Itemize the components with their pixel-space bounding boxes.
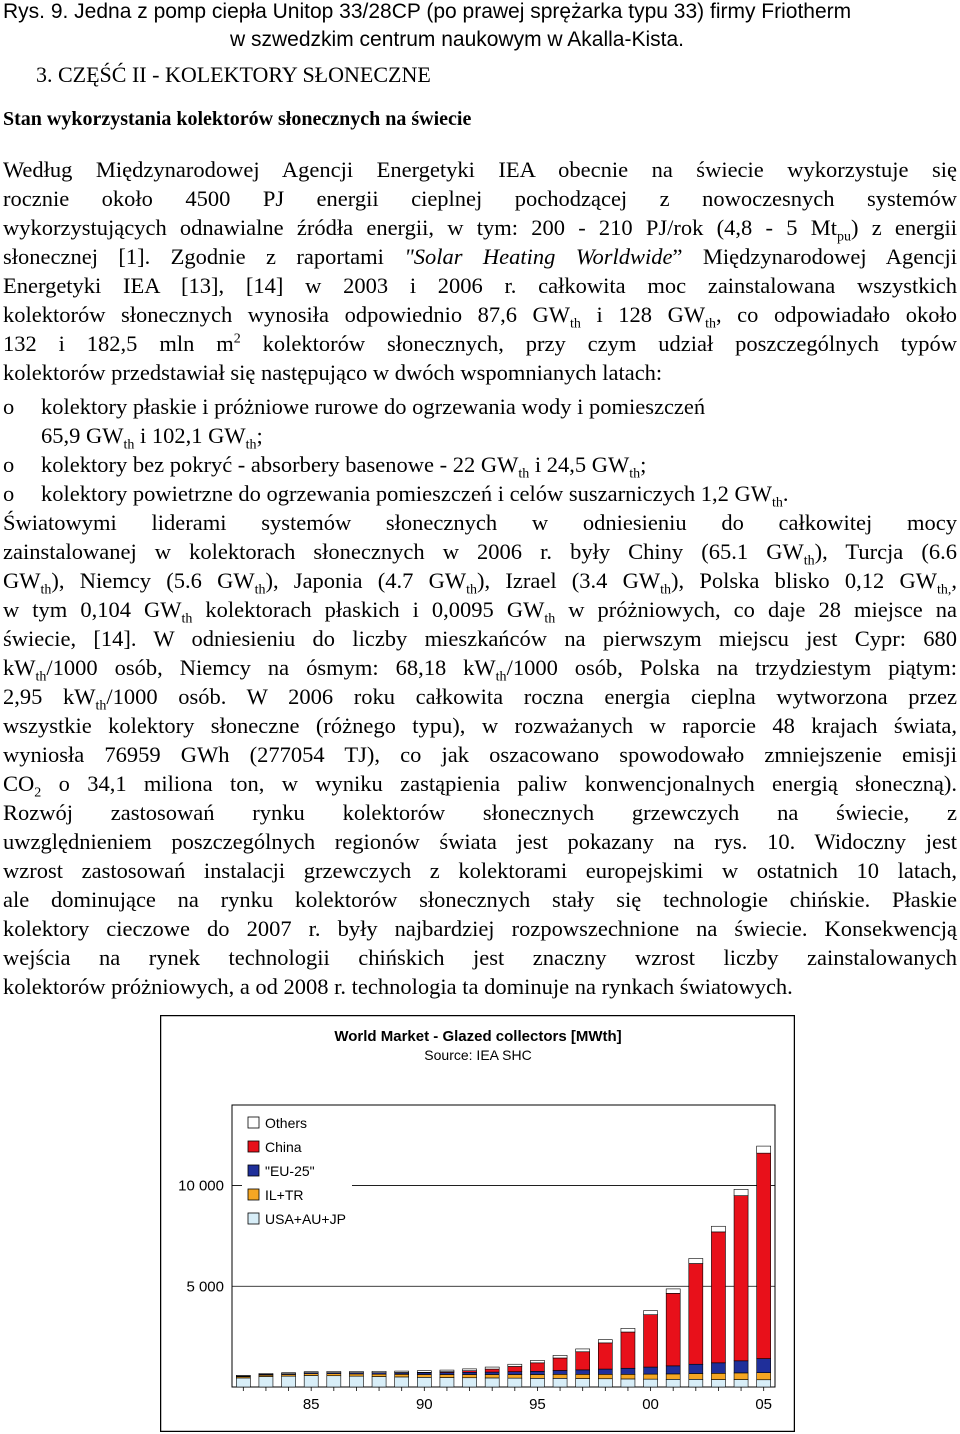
bar-segment	[621, 1374, 635, 1379]
bar-segment	[463, 1369, 477, 1371]
bar-segment	[372, 1377, 386, 1387]
bar-segment	[327, 1374, 341, 1376]
figure-caption-line2: w szwedzkim centrum naukowym w Akalla-Kista.	[230, 28, 684, 51]
bar-segment	[440, 1378, 454, 1387]
bar-segment	[282, 1373, 296, 1374]
legend-label: USA+AU+JP	[265, 1211, 346, 1227]
paragraph-line: wszystkie kolektory słoneczne (różnego typu), w rozważanych w raporcie 48 krajach świata,	[3, 713, 957, 738]
bar-segment	[553, 1355, 567, 1358]
bar-segment	[711, 1232, 725, 1363]
bar-segment	[485, 1367, 499, 1369]
bar-segment	[508, 1366, 522, 1371]
bar-segment	[372, 1374, 386, 1376]
bar-segment	[598, 1340, 612, 1343]
bar-segment	[757, 1153, 771, 1358]
legend-label: IL+TR	[265, 1187, 304, 1203]
legend-label: China	[265, 1139, 302, 1155]
bar-segment	[711, 1380, 725, 1387]
paragraph-line: Według Międzynarodowej Agencji Energetyki IEA obecnie na świecie wykorzystuje się	[3, 157, 957, 182]
paragraph-line: wzrost zastosowań instalacji grzewczych z kolektorami europejskimi w ostatnich 10 latach,	[3, 858, 957, 883]
bar-segment	[576, 1352, 590, 1370]
bar-segment	[644, 1379, 658, 1387]
list-item: o kolektory płaskie i próżniowe rurowe do ogrzewania wody i pomieszczeń	[3, 394, 706, 419]
x-tick-label: 00	[642, 1396, 659, 1413]
bar-segment	[644, 1374, 658, 1379]
bar-segment	[598, 1374, 612, 1378]
bar-segment	[553, 1378, 567, 1387]
bar-segment	[621, 1328, 635, 1332]
bar-segment	[598, 1343, 612, 1369]
bar-segment	[598, 1369, 612, 1374]
paragraph-line: świecie, [14]. W odniesieniu do liczby mieszkańców na pierwszym miejscu jest Cypr: 680	[3, 626, 957, 651]
bar-segment	[508, 1364, 522, 1366]
bar-segment	[530, 1371, 544, 1374]
x-tick-label: 95	[529, 1396, 546, 1413]
bar-segment	[508, 1375, 522, 1379]
paragraph-line: uwzględnieniem poszczególnych regionów świata jest pokazany na rys. 10. Widoczny jest	[3, 829, 957, 854]
paragraph-line: kolektorów słonecznych wynosiła odpowiednio 87,6 $GW_{th}$ i 128 $GW_{th}$, co odpowiadało około	[3, 302, 957, 332]
bar-segment	[576, 1374, 590, 1378]
figure-caption-line1: Rys. 9. Jedna z pomp ciepła Unitop 33/28CP (po prawej sprężarka typu 33) firmy Friotherm	[3, 0, 852, 23]
bar-segment	[757, 1146, 771, 1153]
bar-segment	[734, 1196, 748, 1361]
bar-segment	[463, 1372, 477, 1374]
bar-segment	[236, 1378, 250, 1387]
paragraph-line: kolektorów próżniowych, a od 2008 r. technologia ta dominuje na rynkach światowych.	[3, 974, 793, 999]
paragraph-line: wejścia na rynek technologii chińskich jest znaczny wzrost liczby zainstalowanych	[3, 945, 957, 970]
bar-segment	[530, 1360, 544, 1362]
bar-segment	[282, 1376, 296, 1387]
bar-segment	[372, 1371, 386, 1372]
paragraph-line: 2,95 $kW_{th}/1000$ osób. W 2006 roku całkowita roczna energia cieplna wytworzona przez	[3, 684, 957, 714]
bar-segment	[734, 1380, 748, 1387]
bar-segment	[757, 1359, 771, 1373]
paragraph-line: kolektory cieczowe do 2007 r. były najbardziej rozpowszechnione na świecie. Konsekwencją	[3, 916, 957, 941]
section-title: 3. CZĘŚĆ II - KOLEKTORY SŁONECZNE	[36, 62, 431, 87]
bar-segment	[349, 1376, 363, 1387]
bar-segment	[689, 1379, 703, 1387]
paragraph-line: rocznie około 4500 PJ energii cieplnej pochodzącej z nowoczesnych systemów	[3, 186, 957, 211]
paragraph-line: słonecznej [1]. Zgodnie z raportami "Solar Heating Worldwide” Międzynarodowej Agencji	[3, 244, 958, 269]
bar-segment	[417, 1375, 431, 1378]
legend-label: Others	[265, 1115, 308, 1131]
bar-segment	[349, 1374, 363, 1376]
bar-segment	[508, 1378, 522, 1387]
paragraph-line: 132 i 182,5 mln $m^2$ kolektorów słonecznych, przy czym udział poszczególnych typów	[3, 331, 957, 356]
bar-segment	[666, 1366, 680, 1374]
bar-segment	[621, 1379, 635, 1387]
subsection-title: Stan wykorzystania kolektorów słonecznych na świecie	[3, 108, 472, 130]
bar-segment	[327, 1371, 341, 1372]
paragraph-line: w tym 0,104 $GW_{th}$ kolektorach płaskich i 0,0095 $GW_{th}$ w próżniowych, co daje 28 miejsce na	[3, 597, 957, 627]
bar-segment	[757, 1380, 771, 1387]
bar-segment	[530, 1375, 544, 1379]
bar-segment	[395, 1377, 409, 1387]
bar-segment	[666, 1293, 680, 1366]
paragraph-line: wyniosła 76959 GWh (277054 TJ), co jak oszacowano spowodowało zmniejszenie emisji	[3, 742, 957, 767]
legend-label: "EU-25"	[265, 1163, 315, 1179]
x-tick-label: 85	[302, 1396, 320, 1413]
paragraph-line: wykorzystujących odnawialne źródła energii, w tym: 200 - 210 PJ/rok (4,8 - 5 $Mt_{pu}$) z energii	[3, 215, 957, 245]
bar-segment	[689, 1374, 703, 1380]
bar-segment	[666, 1289, 680, 1293]
paragraph-line: Światowymi liderami systemów słonecznych w odniesieniu do całkowitej mocy	[3, 510, 957, 535]
legend-swatch	[248, 1189, 259, 1200]
paragraph-line: $GW_{th}$), Niemcy (5.6 $GW_{th}$), Japonia (4.7 $GW_{th}$), Izrael (3.4 $GW_{th}$), Polska blisko 0,12 $GW_{th,}$,	[3, 568, 958, 598]
list-item: o kolektory bez pokryć - absorbery basenowe - 22 $GW_{th}$ i 24,5 $GW_{th}$;	[3, 452, 647, 482]
bar-segment	[395, 1371, 409, 1372]
bar-segment	[711, 1373, 725, 1379]
legend-swatch	[248, 1213, 259, 1224]
x-tick-label: 90	[415, 1396, 433, 1413]
paragraph-line: ale dominujące na rynku kolektorów słonecznych stały się technologie chińskie. Płaskie	[3, 887, 957, 912]
bar-segment	[236, 1375, 250, 1376]
bar-segment	[734, 1189, 748, 1195]
bar-segment	[576, 1370, 590, 1374]
bar-segment	[304, 1372, 318, 1373]
bullet-marker: o	[3, 394, 15, 419]
y-tick-label: 10 000	[178, 1177, 224, 1195]
report-title: "Solar Heating Worldwide	[404, 244, 673, 269]
bar-segment	[259, 1374, 273, 1375]
bar-segment	[621, 1332, 635, 1368]
bar-segment	[553, 1370, 567, 1374]
x-tick-label: 05	[755, 1396, 773, 1413]
bar-segment	[734, 1373, 748, 1380]
legend-swatch	[248, 1141, 259, 1152]
bar-segment	[463, 1378, 477, 1387]
bar-segment	[621, 1368, 635, 1374]
bar-segment	[304, 1376, 318, 1387]
bar-segment	[689, 1364, 703, 1373]
bar-segment	[689, 1264, 703, 1365]
chart-legend	[242, 1109, 352, 1235]
bar-segment	[417, 1377, 431, 1387]
paragraph-line: $kW_{th}/1000$ osób, Niemcy na ósmym: 68,18 $kW_{th}/1000$ osób, Polska na trzydziestym piątym:	[3, 655, 957, 685]
bar-segment	[644, 1367, 658, 1374]
world-market-chart	[160, 1015, 795, 1432]
bar-segment	[463, 1375, 477, 1378]
bar-segment	[440, 1372, 454, 1374]
bar-segment	[598, 1379, 612, 1387]
bar-segment	[711, 1363, 725, 1373]
bullet-marker: o	[3, 452, 15, 477]
bar-segment	[485, 1369, 499, 1372]
paragraph-line: zainstalowanej w kolektorach słonecznych w 2006 r. były Chiny (65.1 $GW_{th}$), Turcja (6.6	[3, 539, 957, 569]
bar-segment	[711, 1226, 725, 1232]
bar-segment	[530, 1378, 544, 1387]
bar-segment	[689, 1258, 703, 1263]
bar-segment	[259, 1377, 273, 1387]
bar-segment	[440, 1370, 454, 1372]
bar-segment	[485, 1375, 499, 1378]
bar-segment	[327, 1376, 341, 1387]
bar-segment	[485, 1378, 499, 1387]
legend-swatch	[248, 1117, 259, 1128]
bar-segment	[666, 1374, 680, 1379]
bar-segment	[440, 1375, 454, 1378]
paragraph-line: kolektorów przedstawiał się następująco w dwóch wspomnianych latach:	[3, 360, 663, 385]
paragraph-line: $CO_2$ o 34,1 miliona ton, w wyniku zastąpienia paliw konwencjonalnych energią słoneczną).	[3, 771, 957, 801]
list-item-continuation: 65,9 $GW_{th}$ i 102,1 $GW_{th}$;	[41, 423, 263, 453]
bar-segment	[530, 1363, 544, 1371]
bullet-marker: o	[3, 481, 15, 506]
y-tick-label: 5 000	[186, 1278, 224, 1296]
chart-subtitle: Source: IEA SHC	[424, 1047, 532, 1063]
bar-segment	[553, 1374, 567, 1378]
bar-segment	[508, 1372, 522, 1375]
chart-title: World Market - Glazed collectors [MWth]	[334, 1028, 622, 1045]
bar-segment	[349, 1371, 363, 1372]
bar-segment	[576, 1379, 590, 1387]
bar-segment	[666, 1379, 680, 1387]
bar-segment	[553, 1358, 567, 1370]
paragraph-line: Rozwój zastosowań rynku kolektorów słonecznych grzewczych na świecie, z	[3, 800, 957, 825]
list-item: o kolektory powietrzne do ogrzewania pomieszczeń i celów suszarniczych 1,2 $GW_{th}$.	[3, 481, 789, 511]
bar-segment	[576, 1349, 590, 1352]
bar-segment	[644, 1315, 658, 1367]
bar-segment	[395, 1374, 409, 1377]
bar-segment	[485, 1372, 499, 1374]
bar-segment	[734, 1361, 748, 1373]
bar-segment	[417, 1371, 431, 1373]
bar-segment	[644, 1311, 658, 1315]
paragraph-line: Energetyki IEA [13], [14] w 2003 i 2006 r. całkowita moc zainstalowana wszystkich	[3, 273, 957, 298]
legend-swatch	[248, 1165, 259, 1176]
bar-segment	[757, 1373, 771, 1380]
